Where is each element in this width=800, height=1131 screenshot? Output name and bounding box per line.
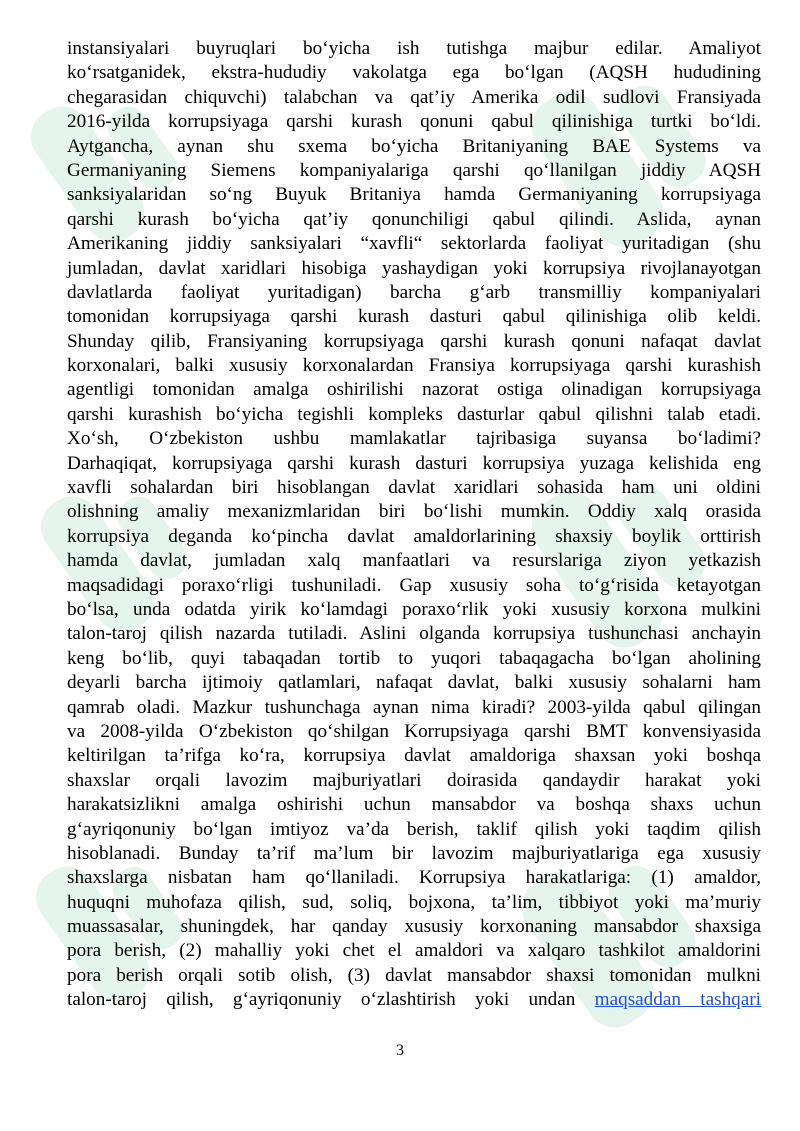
text-line: korrupsiya deganda ko‘pincha davlat amaldorlarining shaxsiy boylik orttirish: [67, 525, 761, 547]
text-line-segment: talon-taroj qilish, g‘ayriqonuniy o‘zlashtirish yoki undan: [67, 989, 576, 1011]
text-line: muassasalar, shuningdek, har qanday xususiy korxonaning mansabdor shaxsiga: [67, 916, 761, 938]
text-line: Germaniyaning Siemens kompaniyalariga qarshi qo‘llanilgan jiddiy AQSH: [67, 159, 761, 181]
text-line: huquqni muhofaza qilish, sud, soliq, bojxona, ta’lim, tibbiyot yoki ma’muriy: [67, 891, 761, 913]
text-line: qarshi kurash bo‘yicha qat’iy qonunchiligi qabul qilindi. Aslida, aynan: [67, 208, 761, 230]
text-line: hisoblanadi. Bunday ta’rif ma’lum bir lavozim majburiyatlariga ega xususiy: [67, 842, 761, 864]
text-line: tomonidan korrupsiyaga qarshi kurash dasturi qabul qilinishiga olib keldi.: [67, 306, 761, 328]
text-line: agentligi tomonidan amalga oshirilishi nazorat ostiga olinadigan korrupsiyaga: [67, 379, 761, 401]
text-line: Shunday qilib, Fransiyaning korrupsiyaga qarshi kurash qonuni nafaqat davlat: [67, 330, 761, 352]
text-line: shaxslarga nisbatan ham qo‘llaniladi. Korrupsiya harakatlariga: (1) amaldor,: [67, 867, 761, 889]
text-line: qarshi kurashish bo‘yicha tegishli kompleks dasturlar qabul qilishni talab etadi.: [67, 403, 761, 425]
text-line: korxonalari, balki xususiy korxonalardan Fransiya korrupsiyaga qarshi kurashish: [67, 355, 761, 377]
text-line: keng bo‘lib, quyi tabaqadan tortib to yuqori tabaqagacha bo‘lgan aholining: [67, 647, 761, 669]
text-line: olishning amaliy mexanizmlaridan biri bo‘lishi mumkin. Oddiy xalq orasida: [67, 501, 761, 523]
text-line: g‘ayriqonuniy bo‘lgan imtiyoz va’da berish, taklif qilish yoki taqdim qilish: [67, 818, 761, 840]
text-line: Darhaqiqat, korrupsiyaga qarshi kurash dasturi korrupsiya yuzaga kelishida eng: [67, 452, 761, 474]
text-line: chegarasidan chiquvchi) talabchan va qat’iy Amerika odil sudlovi Fransiyada: [67, 86, 761, 108]
text-line: Amerikaning jiddiy sanksiyalari “xavfli“ sektorlarda faoliyat yuritadigan (shu: [67, 233, 761, 255]
text-line: jumladan, davlat xaridlari hisobiga yashaydigan yoki korrupsiya rivojlanayotgan: [67, 257, 761, 279]
text-line: sanksiyalaridan so‘ng Buyuk Britaniya hamda Germaniyaning korrupsiyaga: [67, 184, 761, 206]
text-line: keltirilgan ta’rifga ko‘ra, korrupsiya davlat amaldoriga shaxsan yoki boshqa: [67, 745, 761, 767]
text-line: bo‘lsa, unda odatda yirik ko‘lamdagi poraxo‘rlik yoki xususiy korxona mulkini: [67, 598, 761, 620]
body-text: [67, 37, 761, 1013]
text-line: deyarli barcha ijtimoiy qatlamlari, nafaqat davlat, balki xususiy sohalarni ham: [67, 672, 761, 694]
text-line: qamrab oladi. Mazkur tushunchaga aynan nima kiradi? 2003-yilda qabul qilingan: [67, 696, 761, 718]
text-line: instansiyalari buyruqlari bo‘yicha ish tutishga majbur edilar. Amaliyot: [67, 38, 761, 59]
text-line: Xo‘sh, O‘zbekiston ushbu mamlakatlar tajribasiga suyansa bo‘ladimi?: [67, 428, 761, 450]
text-line: va 2008-yilda O‘zbekiston qo‘shilgan Korrupsiyaga qarshi BMT konvensiyasida: [67, 720, 761, 742]
text-line: pora berish orqali sotib olish, (3) davlat mansabdor shaxsi tomonidan mulkni: [67, 964, 761, 986]
continuation-link[interactable]: maqsaddan tashqari: [594, 989, 761, 1011]
text-line: hamda davlat, jumladan xalq manfaatlari va resurslariga ziyon yetkazish: [67, 550, 761, 572]
text-line: 2016-yilda korrupsiyaga qarshi kurash qonuni qabul qilinishiga turtki bo‘ldi.: [67, 111, 761, 133]
text-line: harakatsizlikni amalga oshirishi uchun mansabdor va boshqa shaxs uchun: [67, 794, 761, 816]
page-number: 3: [396, 1042, 404, 1059]
text-line: Aytgancha, aynan shu sxema bo‘yicha Britaniyaning BAE Systems va: [67, 135, 761, 157]
text-line-with-link: [67, 988, 761, 1012]
text-line: maqsadidagi poraxo‘rligi tushuniladi. Gap xususiy soha to‘g‘risida ketayotgan: [67, 574, 761, 596]
text-line: pora berish, (2) mahalliy yoki chet el amaldori va xalqaro tashkilot amaldorini: [67, 940, 761, 962]
text-line: xavfli sohalardan biri hisoblangan davlat xaridlari sohasida ham uni oldini: [67, 477, 761, 499]
text-line: davlatlarda faoliyat yuritadigan) barcha g‘arb transmilliy kompaniyalari: [67, 281, 761, 303]
text-line: ko‘rsatganidek, ekstra-hududiy vakolatga ega bo‘lgan (AQSH hududining: [67, 62, 761, 84]
text-line: shaxslar orqali lavozim majburiyatlari doirasida qandaydir harakat yoki: [67, 769, 761, 791]
text-line: talon-taroj qilish nazarda tutiladi. Aslini olganda korrupsiya tushunchasi anchayin: [67, 623, 761, 645]
